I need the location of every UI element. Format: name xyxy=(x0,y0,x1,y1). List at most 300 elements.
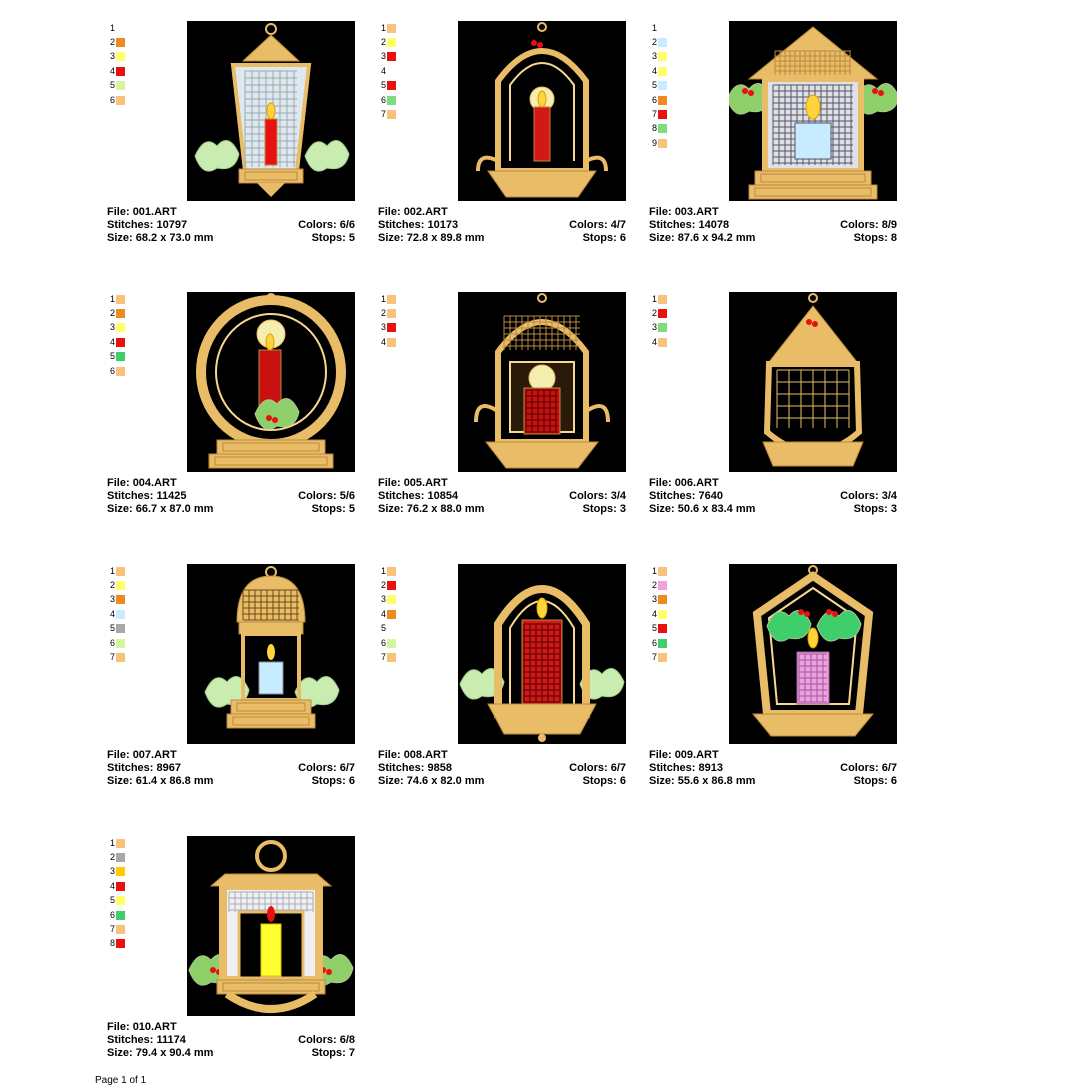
design-info xyxy=(649,477,897,516)
palette-entry xyxy=(107,650,137,664)
color-swatch xyxy=(387,624,396,633)
palette-number: 8 xyxy=(109,938,115,949)
colors-line: Colors: 6/7 xyxy=(569,762,626,774)
design-card xyxy=(649,564,899,794)
color-swatch xyxy=(116,81,125,90)
color-swatch xyxy=(116,67,125,76)
palette-entry xyxy=(378,650,408,664)
palette-number: 2 xyxy=(651,580,657,591)
color-swatch xyxy=(387,595,396,604)
palette-entry xyxy=(107,622,137,636)
palette-entry xyxy=(378,335,408,349)
color-swatch xyxy=(658,653,667,662)
palette-entry xyxy=(649,306,679,320)
stops-line: Stops: 6 xyxy=(582,775,626,787)
palette-number: 4 xyxy=(380,608,386,619)
palette-entry xyxy=(107,364,137,378)
frame-candle-embroidery-icon xyxy=(187,836,355,1016)
color-swatch xyxy=(387,338,396,347)
stop-count: 5 xyxy=(348,232,355,244)
palette-number: 4 xyxy=(651,336,657,347)
palette-number: 7 xyxy=(109,924,115,935)
stitches-line: Stitches: 8967 xyxy=(107,762,182,774)
color-palette xyxy=(378,564,408,665)
file-name: 006.ART xyxy=(674,477,719,489)
color-swatch xyxy=(116,52,125,61)
palette-number: 8 xyxy=(651,123,657,134)
palette-entry xyxy=(649,50,679,64)
palette-number: 3 xyxy=(380,322,386,333)
color-swatch xyxy=(387,24,396,33)
palette-number: 3 xyxy=(651,322,657,333)
palette-entry xyxy=(649,578,679,592)
file-line: File: 004.ART xyxy=(107,477,177,489)
color-swatch xyxy=(658,124,667,133)
color-count: 3/4 xyxy=(881,490,897,502)
color-count: 6/8 xyxy=(339,1034,355,1046)
colors-line: Colors: 6/7 xyxy=(840,762,897,774)
palette-number: 2 xyxy=(109,580,115,591)
file-line: File: 003.ART xyxy=(649,206,719,218)
file-line: File: 005.ART xyxy=(378,477,448,489)
design-thumbnail[interactable] xyxy=(187,21,355,201)
file-line: File: 007.ART xyxy=(107,749,177,761)
stop-count: 7 xyxy=(348,1047,355,1059)
color-swatch xyxy=(658,295,667,304)
palette-entry xyxy=(107,350,137,364)
color-palette xyxy=(649,21,679,151)
palette-entry xyxy=(649,79,679,93)
colors-line: Colors: 4/7 xyxy=(569,219,626,231)
palette-number: 7 xyxy=(109,652,115,663)
file-name: 010.ART xyxy=(132,1021,177,1033)
design-size: 55.6 x 86.8 mm xyxy=(677,775,756,787)
palette-number: 2 xyxy=(651,37,657,48)
color-swatch xyxy=(658,24,667,33)
design-size: 50.6 x 83.4 mm xyxy=(677,503,756,515)
palette-entry xyxy=(107,321,137,335)
color-swatch xyxy=(116,867,125,876)
color-swatch xyxy=(658,639,667,648)
color-count: 6/7 xyxy=(881,762,897,774)
stitch-count: 10854 xyxy=(427,490,459,502)
color-swatch xyxy=(658,110,667,119)
palette-number: 2 xyxy=(109,852,115,863)
design-card xyxy=(378,21,628,251)
stitches-line: Stitches: 10854 xyxy=(378,490,459,502)
color-swatch xyxy=(658,581,667,590)
stops-line: Stops: 3 xyxy=(853,503,897,515)
bell-lantern-embroidery-icon xyxy=(729,292,897,472)
size-line: Size: 72.8 x 89.8 mm xyxy=(378,232,485,244)
stitch-count: 8913 xyxy=(698,762,724,774)
stitches-line: Stitches: 8913 xyxy=(649,762,724,774)
color-swatch xyxy=(116,581,125,590)
stop-count: 3 xyxy=(890,503,897,515)
arch-candle-embroidery-icon xyxy=(458,21,626,201)
design-card xyxy=(378,292,628,522)
stop-count: 3 xyxy=(619,503,626,515)
palette-number: 1 xyxy=(380,293,386,304)
palette-number: 5 xyxy=(109,80,115,91)
file-name: 009.ART xyxy=(674,749,719,761)
palette-entry xyxy=(378,50,408,64)
color-palette xyxy=(378,21,408,122)
color-swatch xyxy=(116,939,125,948)
palette-entry xyxy=(649,650,679,664)
palette-number: 6 xyxy=(109,365,115,376)
palette-entry xyxy=(107,292,137,306)
palette-number: 3 xyxy=(109,51,115,62)
palette-entry xyxy=(378,292,408,306)
palette-number: 4 xyxy=(109,608,115,619)
palette-number: 3 xyxy=(380,594,386,605)
stops-line: Stops: 6 xyxy=(582,232,626,244)
stitches-line: Stitches: 7640 xyxy=(649,490,724,502)
color-count: 5/6 xyxy=(339,490,355,502)
color-swatch xyxy=(387,67,396,76)
palette-entry xyxy=(378,306,408,320)
design-info xyxy=(107,206,355,245)
file-name: 004.ART xyxy=(132,477,177,489)
color-palette xyxy=(649,564,679,665)
palette-number: 1 xyxy=(109,293,115,304)
palette-number: 5 xyxy=(109,623,115,634)
palette-number: 5 xyxy=(651,623,657,634)
color-swatch xyxy=(387,38,396,47)
colors-line: Colors: 6/7 xyxy=(298,762,355,774)
page-indicator: Page 1 of 1 xyxy=(95,1075,147,1086)
palette-number: 6 xyxy=(109,909,115,920)
stops-line: Stops: 6 xyxy=(853,775,897,787)
palette-entry xyxy=(378,93,408,107)
design-info xyxy=(378,477,626,516)
stitch-count: 11425 xyxy=(156,490,187,502)
design-thumbnail[interactable] xyxy=(458,564,626,744)
palette-entry xyxy=(378,607,408,621)
color-swatch xyxy=(116,295,125,304)
palette-number: 4 xyxy=(109,336,115,347)
color-swatch xyxy=(387,295,396,304)
stitches-line: Stitches: 11425 xyxy=(107,490,187,502)
palette-entry xyxy=(107,937,137,951)
palette-number: 2 xyxy=(651,308,657,319)
colors-line: Colors: 3/4 xyxy=(569,490,626,502)
color-swatch xyxy=(116,567,125,576)
color-swatch xyxy=(116,96,125,105)
color-swatch xyxy=(116,853,125,862)
palette-entry xyxy=(107,607,137,621)
design-card xyxy=(649,292,899,522)
file-line: File: 008.ART xyxy=(378,749,448,761)
colors-line: Colors: 3/4 xyxy=(840,490,897,502)
color-swatch xyxy=(387,653,396,662)
palette-number: 1 xyxy=(651,293,657,304)
colors-line: Colors: 8/9 xyxy=(840,219,897,231)
color-swatch xyxy=(387,52,396,61)
design-card xyxy=(107,836,357,1066)
file-name: 007.ART xyxy=(132,749,177,761)
design-card xyxy=(107,292,357,522)
design-thumbnail[interactable] xyxy=(729,292,897,472)
stop-count: 6 xyxy=(619,232,626,244)
color-palette xyxy=(107,564,137,665)
stitches-line: Stitches: 10797 xyxy=(107,219,188,231)
palette-number: 7 xyxy=(380,109,386,120)
color-swatch xyxy=(658,81,667,90)
design-info xyxy=(107,749,355,788)
stops-line: Stops: 6 xyxy=(311,775,355,787)
design-size: 87.6 x 94.2 mm xyxy=(677,232,756,244)
palette-entry xyxy=(378,636,408,650)
palette-number: 5 xyxy=(109,351,115,362)
stitch-count: 14078 xyxy=(698,219,730,231)
file-line: File: 010.ART xyxy=(107,1021,177,1033)
globe-candle-embroidery-icon xyxy=(187,292,355,472)
design-size: 79.4 x 90.4 mm xyxy=(135,1047,214,1059)
size-line: Size: 74.6 x 82.0 mm xyxy=(378,775,485,787)
palette-number: 4 xyxy=(380,336,386,347)
palette-number: 1 xyxy=(651,565,657,576)
palette-entry xyxy=(107,593,137,607)
stops-line: Stops: 7 xyxy=(311,1047,355,1059)
color-swatch xyxy=(116,38,125,47)
design-size: 61.4 x 86.8 mm xyxy=(135,775,214,787)
color-swatch xyxy=(116,882,125,891)
colors-line: Colors: 6/6 xyxy=(298,219,355,231)
palette-entry xyxy=(649,636,679,650)
stitches-line: Stitches: 11174 xyxy=(107,1034,186,1046)
palette-entry xyxy=(649,122,679,136)
palette-number: 4 xyxy=(651,608,657,619)
file-line: File: 001.ART xyxy=(107,206,177,218)
palette-number: 7 xyxy=(651,109,657,120)
design-info xyxy=(107,477,355,516)
design-card xyxy=(378,564,628,794)
design-thumbnail[interactable] xyxy=(458,292,626,472)
palette-number: 3 xyxy=(651,594,657,605)
color-swatch xyxy=(116,338,125,347)
stops-line: Stops: 5 xyxy=(311,503,355,515)
arch-candle-leaves-embroidery-icon xyxy=(458,564,626,744)
palette-number: 6 xyxy=(651,637,657,648)
color-palette xyxy=(107,21,137,107)
size-line: Size: 50.6 x 83.4 mm xyxy=(649,503,756,515)
design-info xyxy=(378,749,626,788)
design-size: 66.7 x 87.0 mm xyxy=(135,503,214,515)
color-swatch xyxy=(387,96,396,105)
palette-number: 5 xyxy=(380,623,386,634)
file-name: 001.ART xyxy=(132,206,177,218)
palette-entry xyxy=(107,908,137,922)
color-swatch xyxy=(658,96,667,105)
color-count: 8/9 xyxy=(881,219,897,231)
palette-number: 2 xyxy=(380,308,386,319)
palette-number: 6 xyxy=(380,637,386,648)
size-line: Size: 76.2 x 88.0 mm xyxy=(378,503,485,515)
dome-lantern-embroidery-icon xyxy=(187,564,355,744)
palette-number: 5 xyxy=(109,895,115,906)
palette-entry xyxy=(649,64,679,78)
stitch-count: 11174 xyxy=(156,1034,186,1046)
palette-entry xyxy=(649,292,679,306)
design-card xyxy=(107,21,357,251)
design-thumbnail[interactable] xyxy=(729,21,897,201)
stop-count: 6 xyxy=(619,775,626,787)
color-swatch xyxy=(387,81,396,90)
palette-number: 1 xyxy=(109,565,115,576)
stitches-line: Stitches: 10173 xyxy=(378,219,459,231)
stitches-line: Stitches: 9858 xyxy=(378,762,453,774)
stitch-count: 9858 xyxy=(427,762,453,774)
palette-number: 5 xyxy=(651,80,657,91)
file-name: 003.ART xyxy=(674,206,719,218)
palette-number: 3 xyxy=(109,866,115,877)
color-swatch xyxy=(116,624,125,633)
palette-entry xyxy=(649,107,679,121)
color-swatch xyxy=(116,639,125,648)
palette-number: 3 xyxy=(380,51,386,62)
design-card xyxy=(107,564,357,794)
palette-entry xyxy=(107,93,137,107)
color-swatch xyxy=(116,352,125,361)
stitch-count: 10797 xyxy=(156,219,188,231)
stitch-count: 8967 xyxy=(156,762,182,774)
color-count: 4/7 xyxy=(610,219,626,231)
stitches-line: Stitches: 14078 xyxy=(649,219,730,231)
palette-entry xyxy=(107,564,137,578)
color-count: 6/6 xyxy=(339,219,355,231)
palette-number: 9 xyxy=(651,137,657,148)
color-swatch xyxy=(387,639,396,648)
design-thumbnail[interactable] xyxy=(187,836,355,1016)
file-line: File: 009.ART xyxy=(649,749,719,761)
palette-entry xyxy=(378,321,408,335)
color-swatch xyxy=(116,653,125,662)
palette-entry xyxy=(378,64,408,78)
palette-number: 2 xyxy=(380,37,386,48)
palette-number: 6 xyxy=(651,94,657,105)
design-thumbnail[interactable] xyxy=(458,21,626,201)
design-thumbnail[interactable] xyxy=(187,564,355,744)
stitch-count: 7640 xyxy=(698,490,724,502)
stop-count: 6 xyxy=(890,775,897,787)
color-swatch xyxy=(116,24,125,33)
color-swatch xyxy=(116,839,125,848)
design-size: 68.2 x 73.0 mm xyxy=(135,232,214,244)
palette-number: 7 xyxy=(651,652,657,663)
palette-entry xyxy=(378,578,408,592)
stops-line: Stops: 5 xyxy=(311,232,355,244)
color-swatch xyxy=(116,925,125,934)
palette-entry xyxy=(107,335,137,349)
color-palette xyxy=(378,292,408,350)
pentagon-lantern-embroidery-icon xyxy=(729,564,897,744)
color-swatch xyxy=(116,595,125,604)
palette-number: 1 xyxy=(651,22,657,33)
color-swatch xyxy=(116,367,125,376)
size-line: Size: 79.4 x 90.4 mm xyxy=(107,1047,214,1059)
palette-entry xyxy=(649,35,679,49)
stops-line: Stops: 8 xyxy=(853,232,897,244)
palette-number: 1 xyxy=(109,22,115,33)
color-swatch xyxy=(658,595,667,604)
design-thumbnail[interactable] xyxy=(729,564,897,744)
palette-entry xyxy=(649,607,679,621)
palette-number: 6 xyxy=(109,637,115,648)
size-line: Size: 61.4 x 86.8 mm xyxy=(107,775,214,787)
color-swatch xyxy=(116,309,125,318)
palette-entry xyxy=(107,50,137,64)
cage-candle-embroidery-icon xyxy=(458,292,626,472)
design-card xyxy=(649,21,899,251)
palette-entry xyxy=(107,894,137,908)
palette-number: 5 xyxy=(380,80,386,91)
palette-entry xyxy=(649,593,679,607)
stitch-count: 10173 xyxy=(427,219,459,231)
size-line: Size: 66.7 x 87.0 mm xyxy=(107,503,214,515)
palette-number: 4 xyxy=(651,65,657,76)
palette-entry xyxy=(107,850,137,864)
palette-entry xyxy=(649,93,679,107)
color-swatch xyxy=(116,911,125,920)
file-line: File: 006.ART xyxy=(649,477,719,489)
palette-entry xyxy=(378,21,408,35)
palette-entry xyxy=(107,64,137,78)
palette-number: 1 xyxy=(380,22,386,33)
design-size: 72.8 x 89.8 mm xyxy=(406,232,485,244)
stops-line: Stops: 3 xyxy=(582,503,626,515)
color-swatch xyxy=(658,567,667,576)
design-size: 76.2 x 88.0 mm xyxy=(406,503,485,515)
palette-entry xyxy=(649,622,679,636)
design-info xyxy=(649,206,897,245)
palette-entry xyxy=(107,578,137,592)
color-swatch xyxy=(658,338,667,347)
design-info xyxy=(107,1021,355,1060)
palette-entry xyxy=(107,636,137,650)
size-line: Size: 68.2 x 73.0 mm xyxy=(107,232,214,244)
lantern-embroidery-icon xyxy=(187,21,355,201)
palette-entry xyxy=(378,622,408,636)
palette-number: 2 xyxy=(380,580,386,591)
palette-number: 4 xyxy=(109,880,115,891)
palette-number: 6 xyxy=(109,94,115,105)
color-count: 6/7 xyxy=(339,762,355,774)
color-count: 3/4 xyxy=(610,490,626,502)
color-count: 6/7 xyxy=(610,762,626,774)
palette-number: 1 xyxy=(109,837,115,848)
size-line: Size: 55.6 x 86.8 mm xyxy=(649,775,756,787)
palette-entry xyxy=(649,321,679,335)
color-swatch xyxy=(658,38,667,47)
color-swatch xyxy=(658,323,667,332)
color-swatch xyxy=(387,567,396,576)
design-thumbnail[interactable] xyxy=(187,292,355,472)
color-swatch xyxy=(658,610,667,619)
color-swatch xyxy=(387,323,396,332)
palette-entry xyxy=(107,35,137,49)
palette-number: 3 xyxy=(651,51,657,62)
color-swatch xyxy=(387,309,396,318)
palette-entry xyxy=(107,836,137,850)
palette-entry xyxy=(107,306,137,320)
file-name: 008.ART xyxy=(403,749,448,761)
stop-count: 6 xyxy=(348,775,355,787)
palette-entry xyxy=(107,21,137,35)
design-info xyxy=(378,206,626,245)
palette-entry xyxy=(649,21,679,35)
